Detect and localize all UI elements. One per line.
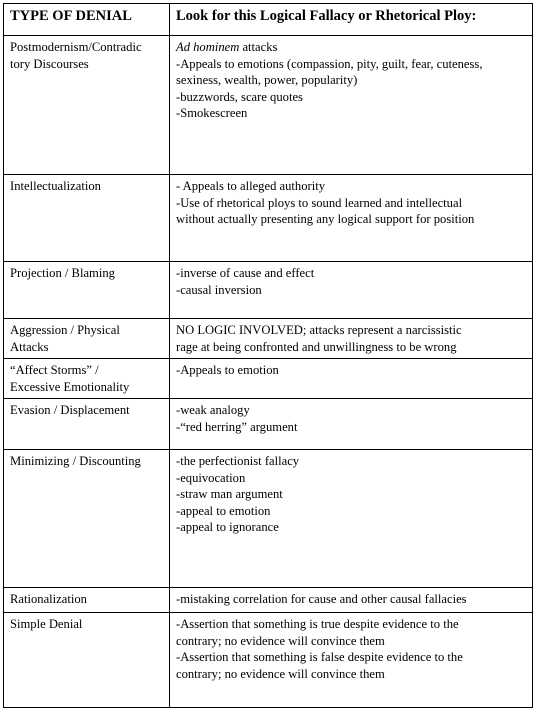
fallacy-text: without actually presenting any logical support for position [176,212,475,226]
table-row [4,613,533,708]
table-row [4,262,533,319]
fallacy-cell [170,175,533,262]
denial-type-text: Attacks [10,339,49,354]
fallacy-text: -equivocation [176,470,246,485]
denial-type-text: Minimizing / Discounting [10,454,141,468]
fallacy-text: -buzzwords, scare quotes [176,89,303,104]
table-row [4,450,533,588]
fallacy-cell [170,359,533,399]
fallacy-cell [170,450,533,588]
fallacy-text: rage at being confronted and unwillingness to be wrong [176,339,457,354]
denial-type-cell [4,36,170,175]
header-fallacy: Look for this Logical Fallacy or Rhetorical Ploy: [170,4,533,36]
table-row [4,36,533,175]
fallacy-cell [170,613,533,708]
denial-type-cell [4,450,170,588]
fallacy-text: -straw man argument [176,487,283,501]
fallacy-text: -Appeals to emotion [176,363,279,377]
denial-type-cell [4,588,170,613]
fallacy-text: -causal inversion [176,282,262,297]
header-type: TYPE OF DENIAL [4,4,170,36]
denial-type-text: Excessive Emotionality [10,379,130,394]
fallacy-cell [170,36,533,175]
denial-table [3,3,533,708]
fallacy-cell [170,262,533,319]
fallacy-text: -Smokescreen [176,106,248,120]
fallacy-cell [170,399,533,450]
denial-type-cell [4,319,170,359]
fallacy-text: -appeal to ignorance [176,520,279,534]
denial-type-cell [4,399,170,450]
fallacy-text: -weak analogy [176,403,250,417]
denial-type-cell [4,262,170,319]
denial-type-text: Intellectualization [10,179,101,193]
denial-type-cell [4,175,170,262]
denial-type-text: Evasion / Displacement [10,403,130,417]
denial-type-text: Aggression / Physical [10,323,120,337]
fallacy-cell [170,588,533,613]
denial-type-text: Projection / Blaming [10,266,115,280]
fallacy-text: sexiness, wealth, power, popularity) [176,73,358,87]
table-row [4,399,533,450]
denial-type-text: “Affect Storms” / [10,363,99,377]
fallacy-italic: Ad hominem [176,40,240,54]
fallacy-text: - Appeals to alleged authority [176,179,325,193]
denial-type-text: tory Discourses [10,56,89,71]
header-row [4,4,533,36]
fallacy-text [176,39,526,56]
fallacy-text: -Assertion that something is true despite evidence to the [176,617,459,631]
fallacy-text: -the perfectionist fallacy [176,454,300,468]
fallacy-text: -mistaking correlation for cause and other causal fallacies [176,592,467,606]
fallacy-text: contrary; no evidence will convince them [176,633,385,648]
fallacy-text: -Use of rhetorical ploys to sound learned and intellectual [176,195,463,210]
fallacy-text: -inverse of cause and effect [176,266,315,280]
table-row [4,319,533,359]
table-row [4,359,533,399]
fallacy-text: -Appeals to emotions (compassion, pity, guilt, fear, cuteness, [176,56,483,71]
fallacy-text: -“red herring” argument [176,419,298,434]
fallacy-text: contrary; no evidence will convince them [176,666,385,681]
fallacy-tail: attacks [239,40,278,54]
fallacy-text: -Assertion that something is false despite evidence to the [176,650,463,664]
denial-type-text: Rationalization [10,592,87,606]
fallacy-text: NO LOGIC INVOLVED; attacks represent a narcissistic [176,323,462,337]
table-row [4,175,533,262]
denial-type-cell [4,359,170,399]
table-row [4,588,533,613]
denial-type-text: Postmodernism/Contradic [10,40,142,54]
fallacy-text: -appeal to emotion [176,503,271,518]
denial-type-text: Simple Denial [10,617,83,631]
denial-type-cell [4,613,170,708]
fallacy-cell [170,319,533,359]
